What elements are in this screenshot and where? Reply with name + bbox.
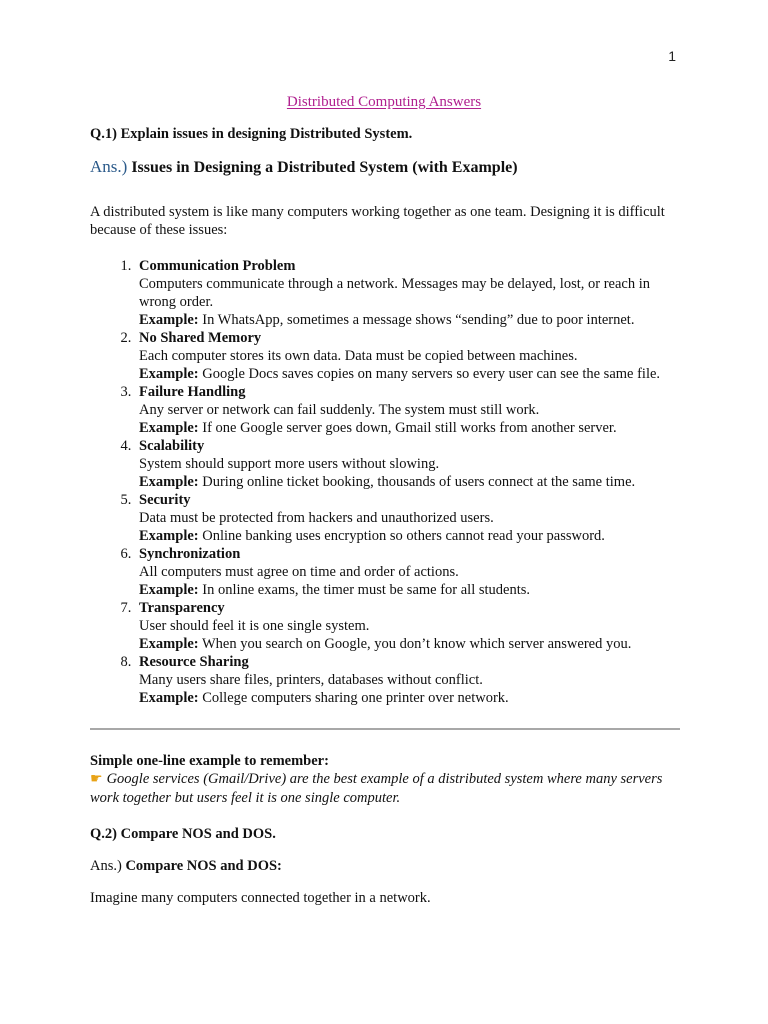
q2-question: Q.2) Compare NOS and DOS. — [90, 826, 276, 842]
example-text: College computers sharing one printer over network. — [198, 690, 509, 706]
list-item — [135, 383, 682, 437]
example-text: Google Docs saves copies on many servers so every user can see the same file. — [198, 366, 661, 382]
remember-box — [90, 752, 690, 807]
list-item — [135, 329, 682, 383]
issue-title: 8. Resource Sharing — [139, 654, 249, 670]
list-item — [135, 599, 682, 653]
q2-answer-prefix: Ans.) — [90, 858, 122, 874]
example-text: When you search on Google, you don’t know which server answered you. — [198, 636, 632, 652]
issue-example — [139, 689, 682, 707]
example-text: Online banking uses encryption so others cannot read your password. — [198, 528, 605, 544]
q1-answer-heading — [90, 157, 682, 177]
remember-text: Google services (Gmail/Drive) are the best example of a distributed system where many servers work together but users feel it is one single computer. — [90, 771, 663, 806]
issue-example — [139, 419, 682, 437]
issue-example — [139, 635, 682, 653]
q1-intro: A distributed system is like many computers working together as one team. Designing it is difficult because of these issues: — [90, 204, 665, 238]
example-label: Example: — [139, 420, 199, 436]
issue-example — [139, 473, 682, 491]
example-label: Example: — [139, 366, 199, 382]
pointing-hand-icon: ☛ — [90, 772, 103, 787]
q2-intro: Imagine many computers connected together in a network. — [90, 890, 431, 906]
q1-answer-prefix: Ans.) — [90, 157, 128, 176]
example-label: Example: — [139, 636, 199, 652]
example-label: Example: — [139, 312, 199, 328]
issue-example — [139, 527, 682, 545]
q1-question: Q.1) Explain issues in designing Distributed System. — [90, 126, 413, 142]
issue-description: All computers must agree on time and order of actions. — [139, 564, 459, 580]
q2-answer-heading — [90, 858, 282, 875]
issue-title: 5. Security — [139, 492, 191, 508]
issue-title: 2. No Shared Memory — [139, 330, 262, 346]
issue-description: System should support more users without slowing. — [139, 456, 440, 472]
q2-answer-title: Compare NOS and DOS: — [125, 858, 282, 874]
issue-description: Any server or network can fail suddenly. The system must still work. — [139, 402, 540, 418]
example-label: Example: — [139, 690, 199, 706]
example-label: Example: — [139, 582, 199, 598]
example-text: In online exams, the timer must be same for all students. — [198, 582, 531, 598]
remember-title: Simple one-line example to remember: — [90, 753, 329, 769]
issues-list — [90, 257, 682, 707]
issue-description: Computers communicate through a network. Messages may be delayed, lost, or reach in wrong order. — [139, 276, 650, 310]
issue-description: Data must be protected from hackers and unauthorized users. — [139, 510, 494, 526]
q1-answer-title: Issues in Designing a Distributed System (with Example) — [127, 159, 518, 176]
issue-title: 3. Failure Handling — [139, 384, 246, 400]
issue-title: 4. Scalability — [139, 438, 205, 454]
example-text: In WhatsApp, sometimes a message shows “sending” due to poor internet. — [198, 312, 635, 328]
issue-example — [139, 581, 682, 599]
issue-example — [139, 365, 682, 383]
document-title: Distributed Computing Answers — [286, 94, 482, 110]
section-divider — [90, 728, 680, 730]
q1-section — [90, 126, 682, 707]
issue-example — [139, 311, 682, 329]
list-item — [135, 545, 682, 599]
list-item — [135, 257, 682, 329]
example-label: Example: — [139, 528, 199, 544]
page-number: 1 — [668, 48, 676, 64]
example-text: During online ticket booking, thousands of users connect at the same time. — [198, 474, 636, 490]
list-item — [135, 491, 682, 545]
example-text: If one Google server goes down, Gmail still works from another server. — [198, 420, 617, 436]
issue-title: 7. Transparency — [139, 600, 225, 616]
list-item — [135, 653, 682, 707]
issue-description: Each computer stores its own data. Data must be copied between machines. — [139, 348, 578, 364]
issue-description: User should feel it is one single system. — [139, 618, 370, 634]
issue-title: 1. Communication Problem — [139, 258, 296, 274]
issue-description: Many users share files, printers, databases without conflict. — [139, 672, 483, 688]
remember-text-wrap — [90, 771, 662, 806]
list-item — [135, 437, 682, 491]
issue-title: 6. Synchronization — [139, 546, 241, 562]
example-label: Example: — [139, 474, 199, 490]
